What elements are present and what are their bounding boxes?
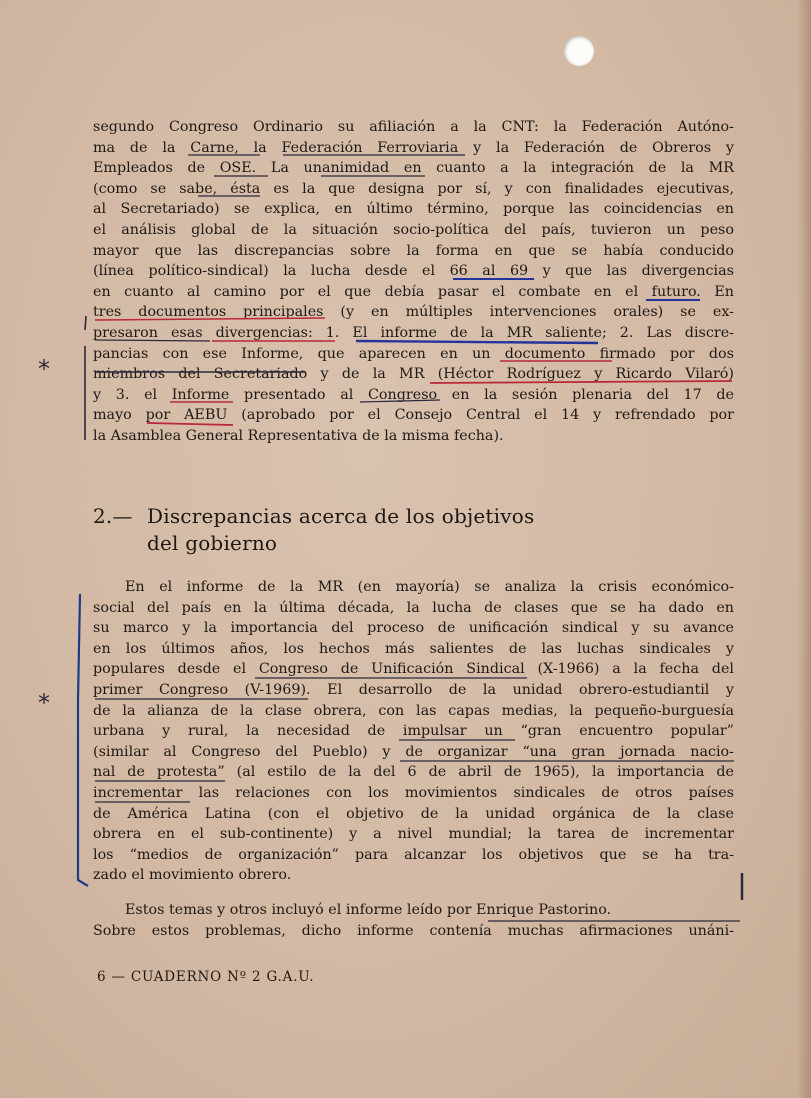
section-number: 2.— (93, 504, 133, 528)
text-line: miembros del Secretariado y de la MR (Héctor Rodríguez y Ricardo Vilaró) (93, 366, 734, 383)
underline-mark (95, 318, 325, 320)
text-line: Empleados de OSE. La unanimidad en cuanto a la integración de la MR (93, 160, 734, 177)
text-line: En el informe de la MR (en mayoría) se analiza la crisis económico- (125, 579, 734, 595)
text-line: tres documentos principales (y en múltiples intervenciones orales) se ex- (93, 304, 734, 321)
text-line: Estos temas y otros incluyó el informe leído por Enrique Pastorino. (125, 902, 612, 918)
page-footer: 6 — CUADERNO Nº 2 G.A.U. (97, 969, 315, 985)
text-line: populares desde el Congreso de Unificación Sindical (X-1966) a la fecha del (93, 661, 734, 678)
text-line: en cuanto al camino por el que debía pasar el combate en el futuro. En (93, 283, 734, 300)
text-line: (como se sabe, ésta es la que designa por sí, y con finalidades ejecutivas, (93, 180, 734, 197)
text-line: urbana y rural, la necesidad de impulsar un “gran encuentro popular” (93, 723, 734, 740)
margin-bracket-2 (78, 594, 88, 886)
text-line: (similar al Congreso del Pueblo) y de organizar “una gran jornada nacio- (93, 743, 734, 760)
text-line: social del país en la última década, la lucha de clases que se ha dado en (93, 599, 734, 616)
text-line: al Secretariado) se explica, en último término, porque las coincidencias en (93, 201, 734, 218)
underline-mark (360, 400, 440, 402)
text-line: mayor que las discrepancias sobre la forma en que se había conducido (93, 242, 734, 259)
text-line: en los últimos años, los hechos más salientes de las luchas sindicales y (93, 640, 734, 657)
text-line: Sobre estos problemas, dicho informe contenía muchas afirmaciones unáni- (93, 922, 734, 939)
text-line: el análisis global de la situación socio-política del país, tuvieron un peso (93, 221, 734, 238)
text-line: (línea político-sindical) la lucha desde el 66 al 69 y que las divergencias (93, 263, 734, 280)
text-line: mayo por AEBU (aprobado por el Consejo Central el 14 y refrendado por (93, 407, 734, 424)
text-line: primer Congreso (V-1969). El desarrollo de la unidad obrero-estudiantil y (93, 681, 734, 698)
text-line: obrera en el sub-continente) y a nivel mundial; la tarea de incrementar (93, 826, 734, 843)
text-line: zado el movimiento obrero. (93, 867, 292, 884)
text-line: pancias con ese Informe, que aparecen en un documento firmado por dos (93, 345, 734, 362)
asterisk-margin-mark-2: * (38, 689, 50, 717)
text-line: presaron esas divergencias: 1. El informe de la MR saliente; 2. Las discre- (93, 324, 734, 341)
text-line: la Asamblea General Representativa de la misma fecha). (93, 427, 504, 444)
underline-mark (430, 381, 732, 383)
text-line: ma de la Carne, la Federación Ferroviaria y la Federación de Obreros y (93, 139, 734, 156)
text-line: incrementar las relaciones con los movimientos sindicales de otros países (93, 784, 734, 801)
text-line: segundo Congreso Ordinario su afiliación a la CNT: la Federación Autóno- (93, 119, 734, 135)
asterisk-margin-mark-1: * (38, 355, 50, 383)
section-title-line-2: del gobierno (147, 531, 278, 555)
text-line: nal de protesta” (al estilo de la del 6 de abril de 1965), la importancia de (93, 764, 734, 781)
underline-mark (356, 341, 598, 343)
underline-mark (147, 423, 233, 425)
text-line: de América Latina (con el objetivo de la unidad orgánica de la clase (93, 805, 734, 822)
text-line: de la alianza de la clase obrera, con las capas medias, la pequeño-burguesía (93, 702, 734, 719)
text-line: los “medios de organización” para alcanzar los objetivos que se ha tra- (93, 846, 734, 863)
margin-bracket-1 (85, 316, 86, 440)
underline-mark (95, 340, 210, 341)
text-line: su marco y la importancia del proceso de unificación sindical y su avance (93, 620, 734, 637)
text-line: y 3. el Informe presentado al Congreso en la sesión plenaria del 17 de (93, 386, 734, 403)
section-title-line-1: Discrepancias acerca de los objetivos (147, 504, 535, 528)
